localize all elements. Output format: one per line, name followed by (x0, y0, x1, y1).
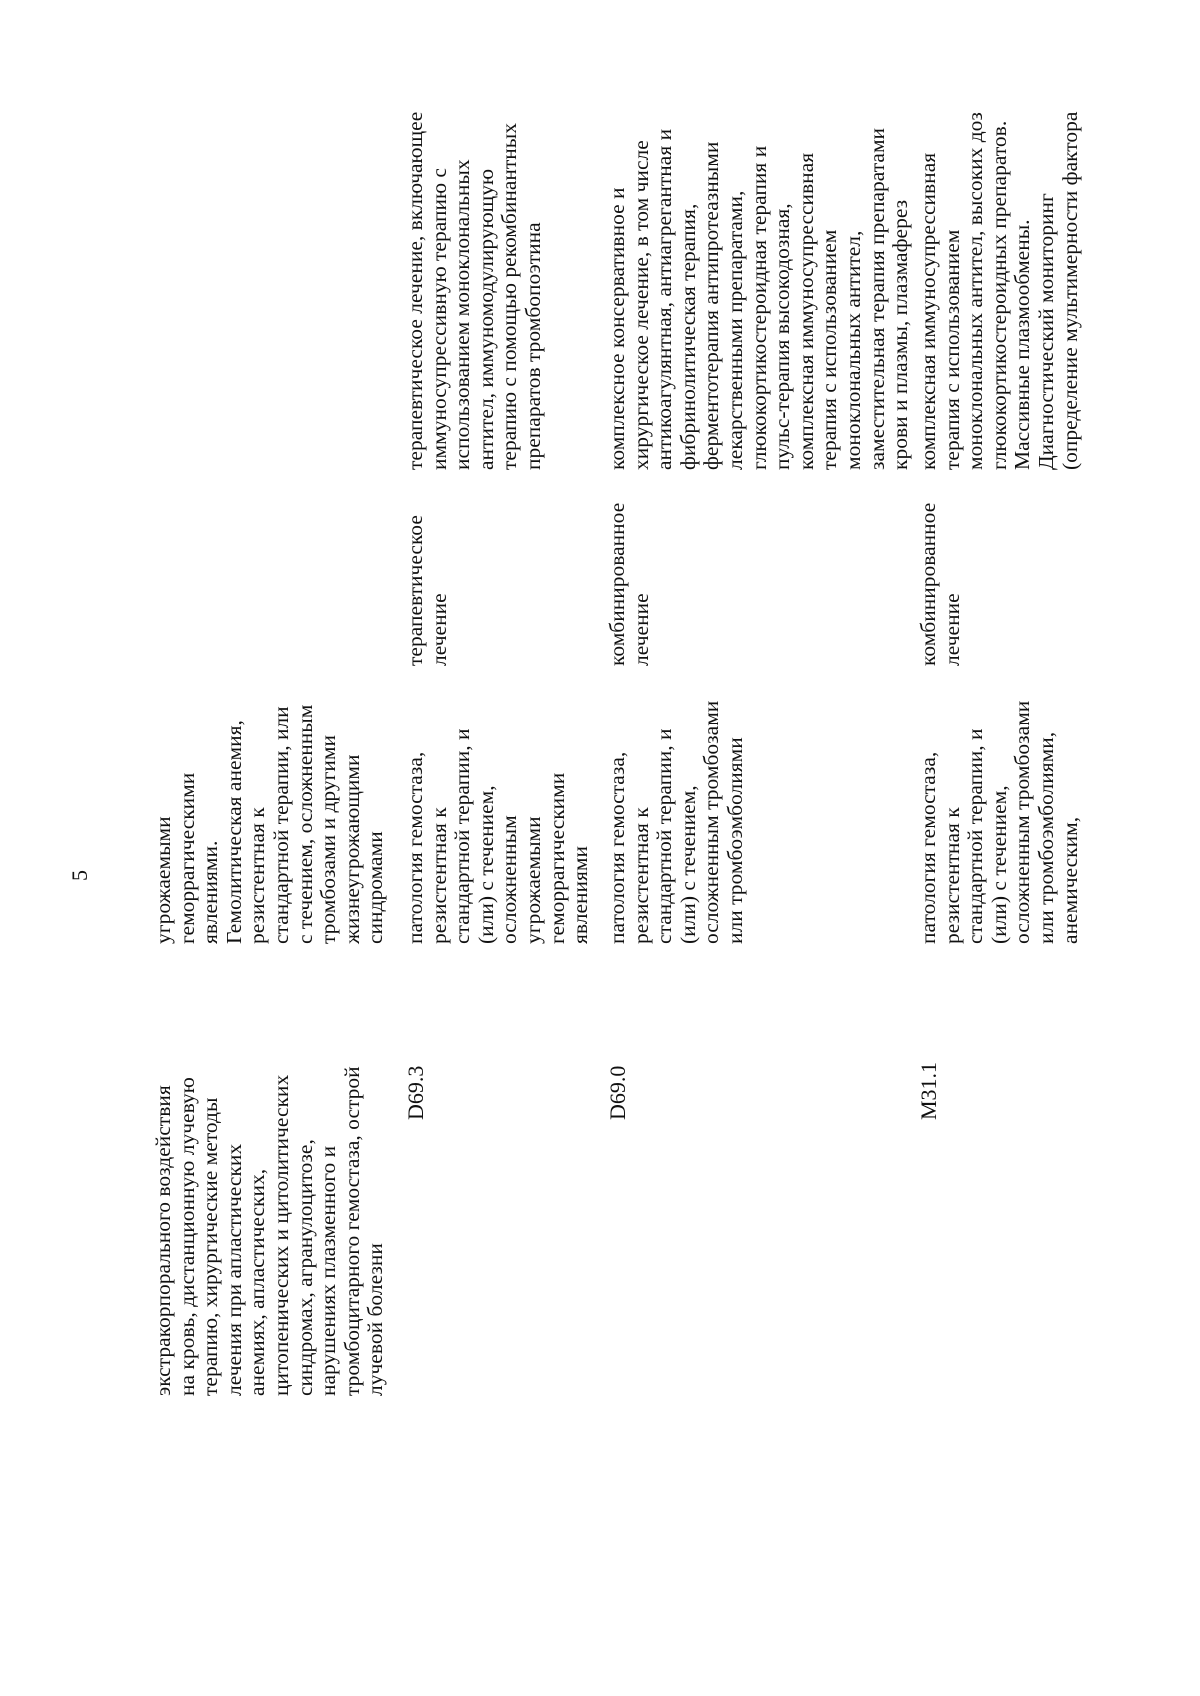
row-0-model: угрожаемыми геморрагическими явлениями. Гемолитическая анемия, резистентная к стандартной терапии, или с течением, осложненным тромбозами и другими жизнеугрожающими синдромами (151, 704, 388, 944)
page-number: 5 (67, 870, 92, 881)
row-1-model: патология гемостаза, резистентная к стандартной терапии, и (или) с течением, осложненным угрожаемыми геморрагическими явлениями (403, 728, 593, 944)
row-3-method: комплексная иммуносупрессивная терапия с использованием моноклональных антител, высоких доз глюкокортикостероидных препаратов. Массивные плазмообмены. Диагностический мониторинг (определение мультимерности фактора (916, 111, 1082, 470)
row-1-method: терапевтическое лечение, включающее иммуносупрессивную терапию с использованием моноклональных антител, иммуномодулирующую терапию с помощью рекомбинантных препаратов тромбопоэтина (403, 111, 545, 470)
row-3-code: M31.1 (916, 1061, 941, 1120)
row-2-code: D69.0 (605, 1065, 630, 1120)
row-3-treatment-type: комбинированное лечение (916, 502, 964, 666)
row-2-model: патология гемостаза, резистентная к стандартной терапии, и (или) с течением, осложненным тромбозами или тромбоэмболиями (605, 700, 747, 944)
row-0-name: экстракорпорального воздействия на кровь, дистанционную лучевую терапию, хирургические методы лечения при апластических анемиях, апластических, цитопенических и цитолитических синдромах, агранулоцитозе, нарушениях плазменного и тромбоцитарного гемостаза, острой лучевой болезни (151, 1066, 388, 1396)
row-1-code: D69.3 (403, 1065, 428, 1120)
row-1-treatment-type: терапевтическое лечение (403, 515, 451, 666)
row-2-treatment-type: комбинированное лечение (605, 502, 653, 666)
row-2-method: комплексное консервативное и хирургическое лечение, в том числе антикоагулянтная, антиагрегантная и фибринолитическая терапия, ферментотерапия антипротеазными лекарственными препаратами, глюкокортикостероидная терапия и пульс-терапия высокодозная, комплексная иммуносупрессивная терапия с использованием моноклональных антител, заместительная терапия препаратами крови и плазмы, плазмаферез (605, 127, 913, 470)
row-3-model: патология гемостаза, резистентная к стандартной терапии, и (или) с течением, осложненным тромбозами или тромбоэмболиями, анемическим, (916, 700, 1082, 944)
